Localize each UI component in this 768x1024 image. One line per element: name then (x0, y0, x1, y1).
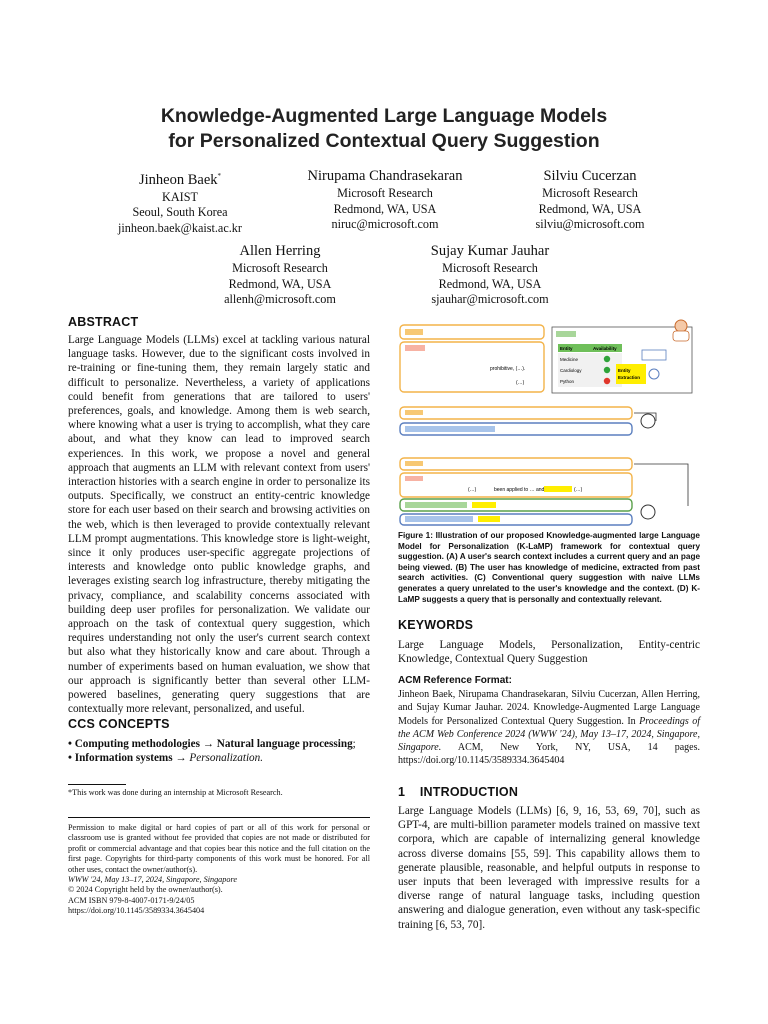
figure-caption: Figure 1: Illustration of our proposed Knowledge-augmented large Language Model for Personalization (K-LaMP) framework for contextual query suggestion. (A) A user's search context includes a current query and an page being viewed. (B) The user has knowledge of medicine, extracted from past search activities. (C) Conventional query suggestion with naive LLMs generates a query unrelated to the user's knowledge and the context. (D) K-LaMP suggests a query that is personally and contextually relevant. (398, 531, 700, 604)
permission-isbn: ACM ISBN 979-8-4007-0171-9/24/05 (68, 895, 195, 905)
acm-ref-tail: ACM, New York, NY, USA, 14 pages. https://doi.org/10.1145/3589334.3645404 (398, 742, 700, 767)
acm-ref-heading: ACM Reference Format: (398, 675, 512, 686)
permission-block (68, 823, 370, 917)
table-row-python: Python (560, 379, 575, 384)
author-block-1 (100, 167, 260, 236)
author-email: jinheon.baek@kaist.ac.kr (118, 220, 242, 235)
magnifier-icon (649, 369, 659, 379)
author-name: Nirupama Chandrasekaran (307, 168, 463, 184)
klamp-query-box (400, 458, 632, 470)
author-location: Redmond, WA, USA (438, 276, 542, 291)
author-name: Allen Herring (239, 243, 321, 259)
klamp-snippet-e: (…) (574, 487, 583, 493)
title-line-2: for Personalized Contextual Query Suggestion (168, 130, 600, 152)
klamp-knowledge-bar (405, 502, 467, 508)
author-block-3 (515, 167, 665, 233)
cross-icon (604, 378, 610, 384)
llm-icon (641, 505, 655, 519)
klamp-arrow (634, 464, 688, 506)
author-affiliation: Microsoft Research (232, 261, 328, 275)
page-tag (405, 345, 425, 351)
table-header-availability: Availability (593, 346, 617, 351)
klamp-context-tag (405, 476, 423, 481)
llm-icon (641, 414, 655, 428)
klamp-context-box (400, 473, 632, 497)
keywords-heading: KEYWORDS (398, 618, 474, 632)
ccs-line-2: • Information systems → (68, 752, 187, 765)
klamp-query-tag (405, 461, 423, 466)
author-affiliation: Microsoft Research (542, 186, 638, 200)
footnote-rule (68, 784, 126, 785)
author-affiliation: KAIST (162, 189, 198, 204)
badge-line-1: Entity (618, 368, 631, 373)
klamp-snippet-c: (…) (468, 487, 477, 493)
author-location: Redmond, WA, USA (228, 276, 332, 291)
klamp-knowledge-highlight (472, 502, 496, 508)
author-email: sjauhar@microsoft.com (431, 292, 549, 306)
footnote: *This work was done during an internship at Microsoft Research. (68, 788, 283, 797)
author-mark: * (217, 172, 222, 180)
klamp-output-highlight (478, 516, 500, 522)
naive-prompt-box (400, 407, 632, 419)
permission-text: Permission to make digital or hard copies of part or all of this work for personal or classroom use is granted without fee provided that copies are not made or distributed for profit or commercial advantage and that copies bear this notice and the full citation on the first page. Copyrights for third-party components of this work must be honored. For all other uses, contact the owner/author(s). (68, 823, 370, 874)
abstract-body (68, 333, 370, 716)
author-name: Silviu Cucerzan (543, 168, 637, 184)
query-tag (405, 329, 423, 335)
acm-ref-text: Jinheon Baek, Nirupama Chandrasekaran, Silviu Cucerzan, Allen Herring, and Sujay Kumar Jauhar. 2024. Knowledge-Augmented Large Language Models for Personalized Contextual Query Suggestion. In (398, 689, 700, 727)
author-location: Redmond, WA, USA (538, 201, 642, 216)
title-line-1: Knowledge-Augmented Large Language Models (160, 105, 608, 127)
author-location: Redmond, WA, USA (333, 201, 437, 216)
table-header-entity: Entity (560, 346, 573, 351)
naive-prompt-tag (405, 410, 423, 415)
ccs-line-1: • Computing methodologies → Natural language processing (68, 738, 353, 750)
intro-body (398, 804, 700, 932)
permission-doi: https://doi.org/10.1145/3589334.3645404 (68, 906, 205, 916)
check-icon (604, 367, 610, 373)
check-icon (604, 356, 610, 362)
author-email: allenh@microsoft.com (224, 292, 336, 306)
author-block-2 (290, 167, 480, 233)
table-row-cardiology: Cardiology (560, 368, 582, 373)
figure-1 (398, 318, 700, 526)
author-name: Sujay Kumar Jauhar (430, 243, 550, 259)
abstract-heading: ABSTRACT (68, 315, 139, 329)
klamp-highlight (544, 486, 572, 492)
author-affiliation: Microsoft Research (337, 186, 433, 200)
author-email: niruc@microsoft.com (331, 217, 439, 231)
klamp-snippet-d: been applied to … and (494, 487, 545, 493)
page-snippet-a: prohibitive, (…). (490, 366, 526, 372)
author-block-5 (405, 242, 575, 308)
author-affiliation: Microsoft Research (442, 261, 538, 275)
intro-text: Large Language Models (LLMs) [6, 9, 16, 53, 69, 70], such as GPT-4, are multi-billion parameter models trained on massive text corpora, which are capable of internalizing general knowledge across diverse domains [55, 59]. This capability allows them to generate plausible, reasonable, and helpful outputs in response to user inputs that been leveraged with impressive results for a diverse range of natural language tasks, including question answering and dialogue generation, even without any task-specific training [6, 53, 70]. (398, 805, 700, 931)
ccs-body (68, 737, 370, 765)
permission-rule (68, 817, 370, 818)
intro-heading (398, 785, 518, 799)
paper-title (0, 104, 768, 154)
author-block-4 (205, 242, 355, 308)
author-location: Seoul, South Korea (132, 205, 228, 220)
intro-heading-number: 1 (398, 785, 406, 799)
acm-ref-proceedings: Proceedings of the ACM Web Conference 2024 (WWW '24), May 13–17, 2024, Singapore, Singapore. (398, 715, 700, 754)
page-snippet-b: (…) (516, 380, 525, 386)
figure-1-diagram (398, 318, 700, 526)
naive-output-bar (405, 426, 495, 432)
badge-line-2: Extraction (618, 375, 641, 380)
acm-ref-body (398, 688, 700, 768)
author-name: Jinheon Baek (138, 171, 218, 188)
table-row-medicine: Medicine (560, 357, 579, 362)
permission-venue: WWW '24, May 13–17, 2024, Singapore, Singapore (68, 875, 237, 885)
entity-extraction-badge (616, 364, 646, 384)
klamp-output-bar (405, 516, 473, 522)
ccs-line-2-italic: Personalization. (189, 752, 264, 765)
browser-icon (642, 350, 666, 360)
ccs-heading: CCS CONCEPTS (68, 717, 170, 731)
ccs-line-1-end: ; (352, 738, 356, 750)
keywords-body (398, 638, 700, 666)
author-email: silviu@microsoft.com (535, 217, 645, 231)
abstract-text: Large Language Models (LLMs) excel at tackling various natural language tasks. However, due to the significant costs involved in re-training or fine-tuning them, they remain largely static and difficult to personalize. Nevertheless, a variety of applications could benefit from generations that are tailored to users' preferences, goals, and knowledge. Among them is web search, where knowing what a user is trying to accomplish, what they care about, and what they know can lead to improved search experiences. In this work, we propose a novel and general approach that augments an LLM with relevant context from users' interaction histories with a search engine in order to personalize its outputs. Specifically, we construct an entity-centric knowledge store for each user based on their search and browsing activities on the web, which is then leveraged to provide contextually relevant LLM prompt augmentations. This knowledge store is light-weight, since it only produces user-specific aggregate projections of interests and knowledge onto public knowledge graphs, and leverages existing search log infrastructure, thereby mitigating the privacy, compliance, and scalability concerns associated with building deep user profiles for personalization. We validate our approach on the task of contextual query suggestion, which requires understanding not only the user's current search context but also what they historically know and care about. Through a number of experiments based on human evaluation, we show that our approach is significantly better than several other LLM-powered baselines, generating query suggestions that are contextually more relevant, personalized, and useful. (68, 334, 370, 716)
permission-copyright: © 2024 Copyright held by the owner/author(s). (68, 885, 223, 895)
knowledge-tag (556, 331, 576, 337)
intro-heading-text: INTRODUCTION (419, 785, 519, 799)
keywords-text: Large Language Models, Personalization, Entity-centric Knowledge, Contextual Query Suggestion (398, 639, 700, 666)
